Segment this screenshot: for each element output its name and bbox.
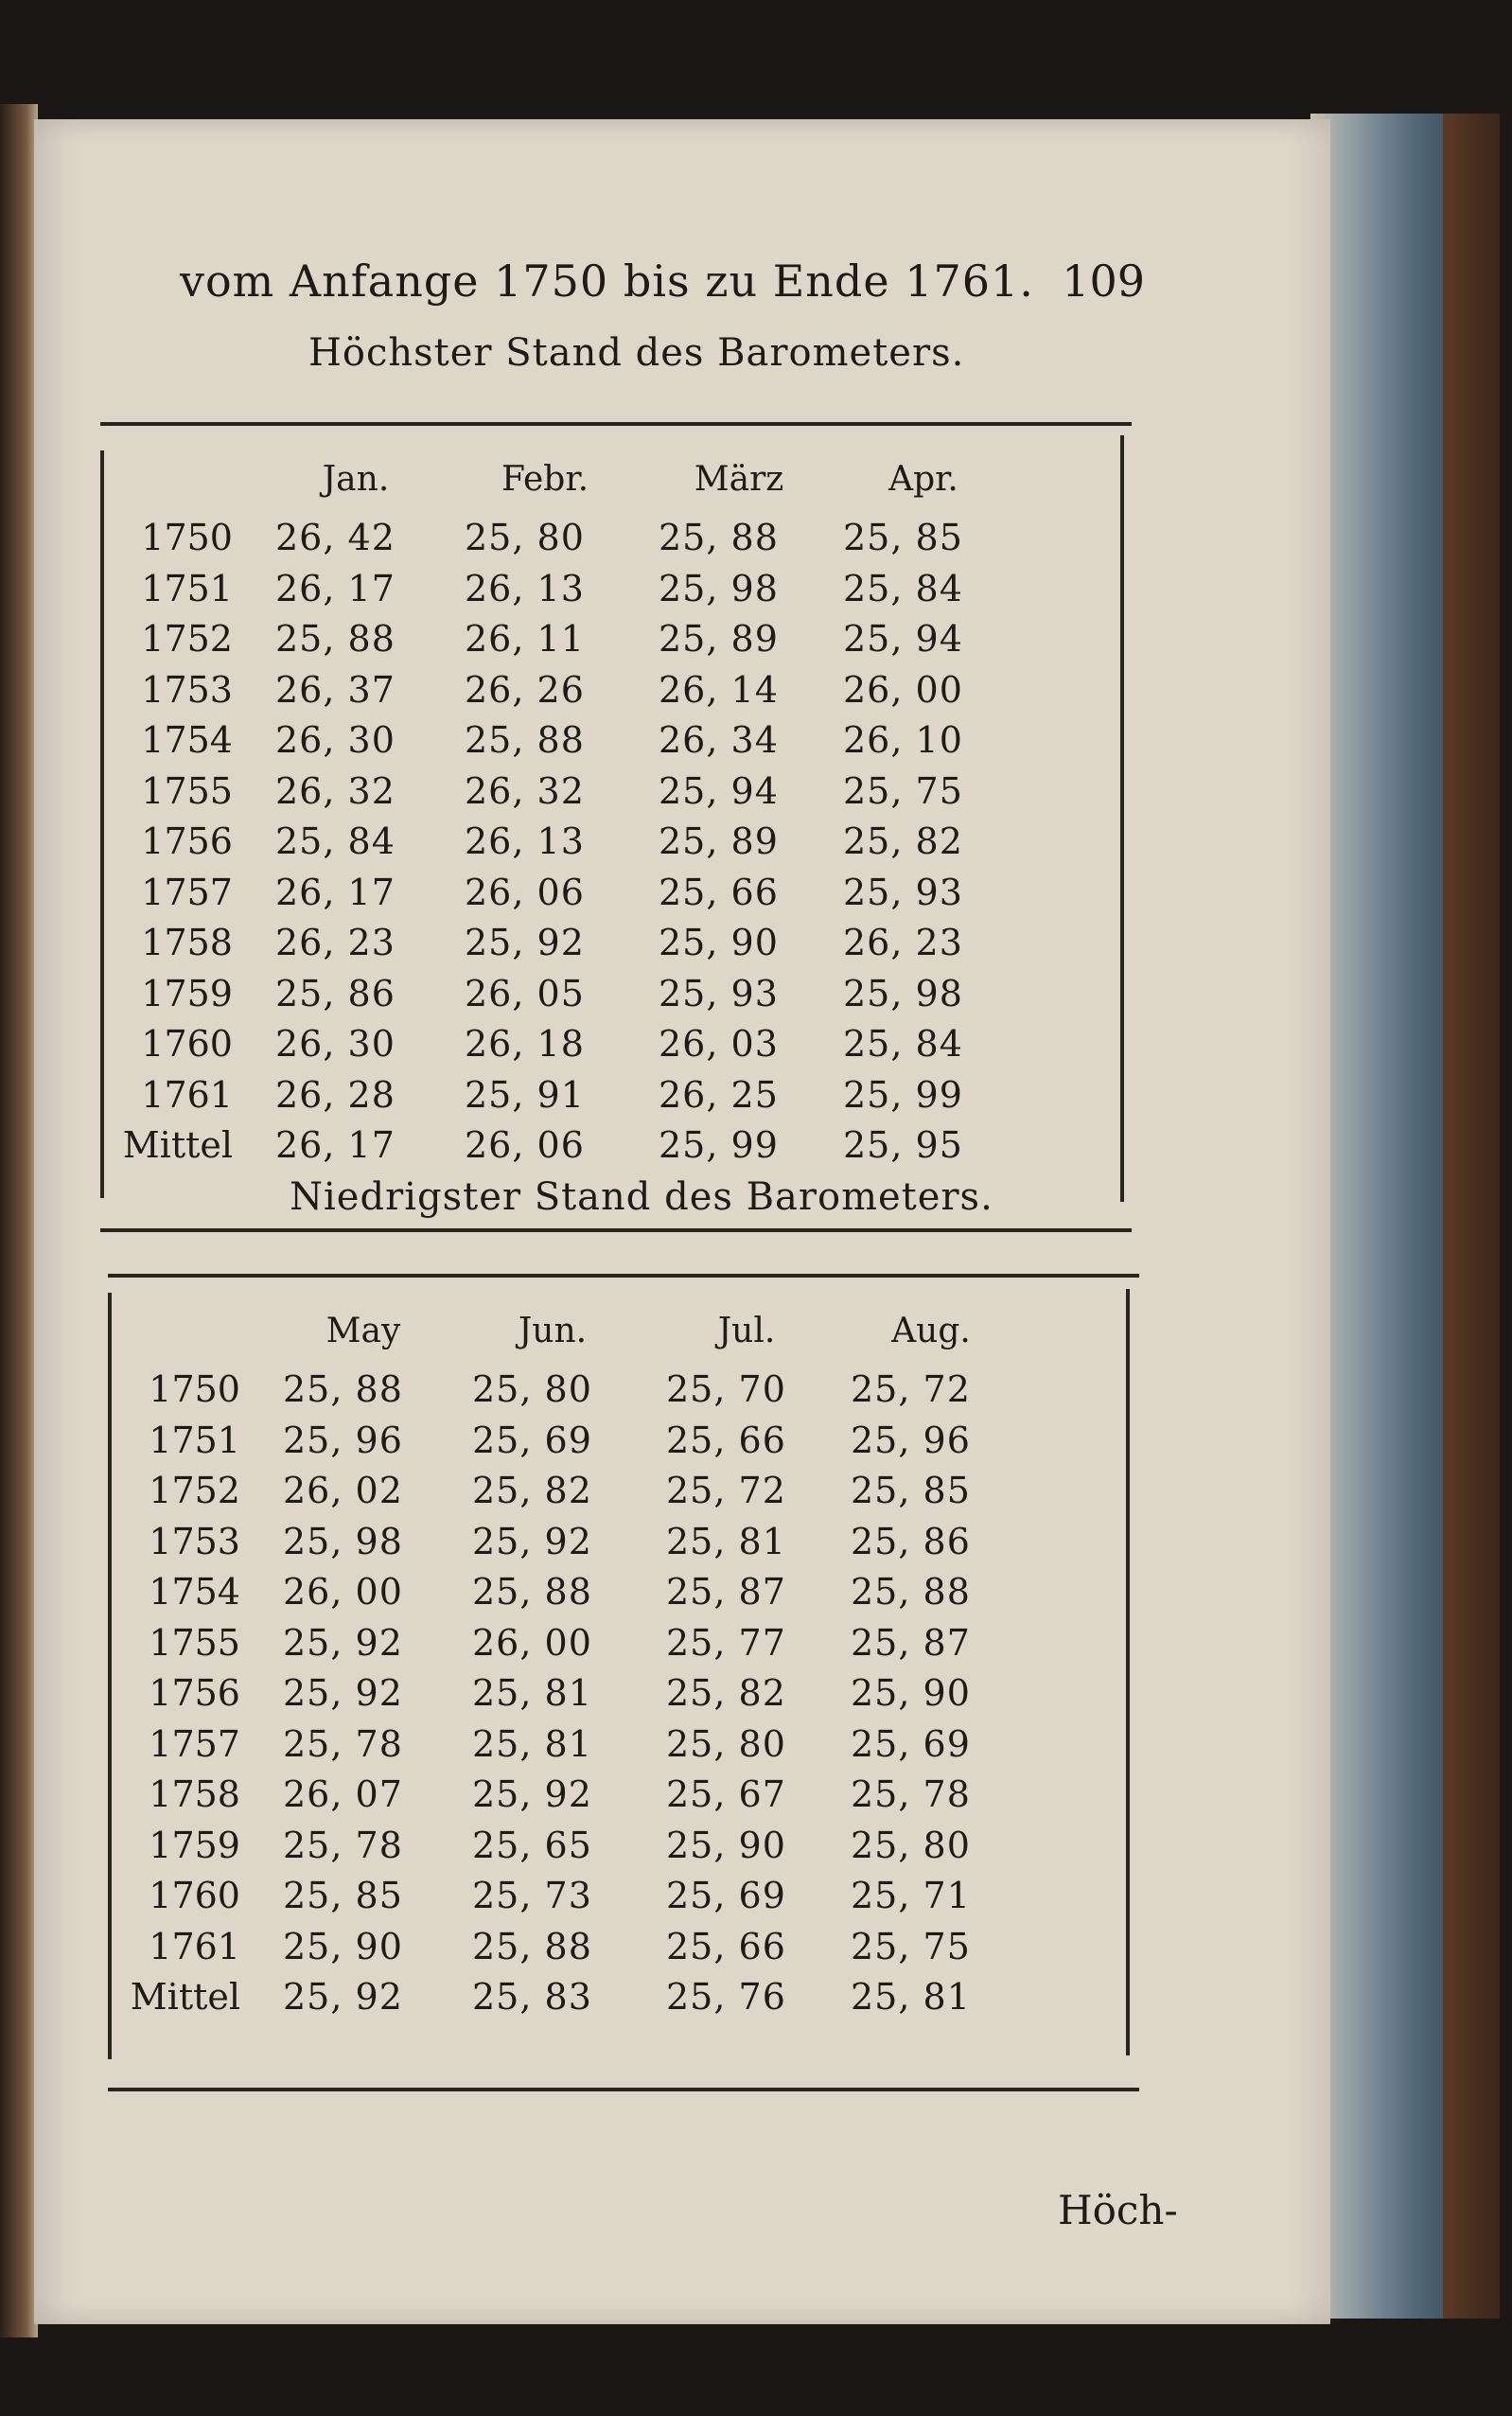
table-cell: 25, 69 [666, 1875, 786, 1916]
table-cell: 25, 85 [851, 1470, 971, 1511]
row-year: 1754 [141, 719, 233, 761]
column-header: März [694, 460, 784, 499]
row-year: 1760 [149, 1875, 240, 1916]
table-cell: 26, 07 [283, 1773, 403, 1815]
table-cell: 25, 88 [465, 719, 585, 761]
table2-bottom-rule [108, 2088, 1139, 2091]
table-cell: 26, 00 [283, 1571, 403, 1613]
table-cell: 26, 13 [465, 820, 585, 862]
row-year: Mittel [130, 1976, 240, 2018]
table-cell: 26, 06 [465, 871, 585, 913]
table-cell: 25, 85 [283, 1875, 403, 1916]
table-cell: 25, 99 [659, 1124, 779, 1166]
column-header: May [325, 1312, 401, 1350]
table-cell: 25, 76 [666, 1976, 786, 2018]
table-cell: 25, 78 [283, 1722, 403, 1765]
table-cell: 25, 98 [843, 972, 963, 1014]
book-page [34, 119, 1330, 2324]
table-cell: 25, 90 [283, 1925, 403, 1967]
table-cell: 25, 72 [851, 1368, 971, 1410]
table1 [100, 422, 1132, 1236]
row-year: 1761 [141, 1073, 233, 1116]
row-year: 1754 [149, 1571, 240, 1613]
column-header: Apr. [888, 460, 958, 499]
table-cell: 25, 92 [283, 1621, 403, 1664]
table-cell: 25, 98 [283, 1520, 403, 1562]
row-year: 1758 [149, 1773, 240, 1815]
row-year: 1757 [141, 871, 233, 913]
table-cell: 26, 34 [659, 719, 779, 761]
table-cell: 25, 81 [472, 1672, 592, 1714]
table-cell: 25, 86 [851, 1520, 971, 1562]
row-year: 1759 [149, 1824, 240, 1866]
table-cell: 26, 32 [275, 769, 396, 812]
row-year: 1760 [141, 1023, 233, 1065]
table2-left-border [108, 1293, 112, 2059]
running-head [180, 235, 1145, 339]
book-page-edges [1310, 114, 1500, 2319]
row-year: 1759 [141, 972, 233, 1014]
table-cell: 25, 83 [472, 1976, 592, 2018]
row-year: 1752 [141, 618, 233, 660]
table-cell: 25, 88 [472, 1571, 592, 1613]
table-cell: 25, 87 [666, 1571, 786, 1613]
table1-bottom-rule [100, 1228, 1132, 1232]
row-year: Mittel [122, 1124, 233, 1166]
table-cell: 26, 42 [275, 517, 396, 558]
table-cell: 25, 94 [659, 769, 779, 812]
row-year: 1750 [149, 1368, 240, 1410]
table1-title: Höchster Stand des Barometers. [308, 331, 965, 375]
table-cell: 25, 95 [843, 1124, 963, 1166]
table2 [108, 1274, 1139, 2088]
row-year: 1751 [149, 1419, 240, 1461]
table-cell: 25, 78 [851, 1773, 971, 1815]
table-cell: 25, 82 [472, 1470, 592, 1511]
table-cell: 25, 69 [851, 1722, 971, 1765]
table-cell: 25, 96 [851, 1419, 971, 1461]
table2-title: Niedrigster Stand des Barometers. [290, 1175, 993, 1219]
table-cell: 25, 86 [275, 972, 396, 1014]
row-year: 1761 [149, 1925, 240, 1967]
table-cell: 25, 88 [283, 1368, 403, 1410]
table-cell: 25, 80 [666, 1722, 786, 1765]
catchword: Höch- [1058, 2187, 1178, 2233]
table-cell: 25, 66 [666, 1419, 786, 1461]
table-cell: 25, 81 [851, 1976, 971, 2018]
table-cell: 25, 88 [659, 517, 779, 558]
row-year: 1757 [149, 1722, 240, 1765]
table-cell: 25, 81 [666, 1520, 786, 1562]
table-cell: 26, 26 [465, 668, 585, 711]
row-year: 1753 [141, 668, 233, 711]
table-cell: 25, 70 [666, 1368, 786, 1410]
column-header: Febr. [501, 460, 589, 499]
table-cell: 25, 90 [659, 922, 779, 963]
table-cell: 26, 32 [465, 769, 585, 812]
table-cell: 26, 00 [843, 668, 963, 711]
table-cell: 25, 92 [465, 922, 585, 963]
table-cell: 25, 82 [843, 820, 963, 862]
table-cell: 25, 92 [472, 1520, 592, 1562]
table-cell: 25, 80 [851, 1824, 971, 1866]
table-cell: 25, 66 [659, 871, 779, 913]
table-cell: 26, 10 [843, 719, 963, 761]
table-cell: 25, 92 [283, 1672, 403, 1714]
table-cell: 25, 77 [666, 1621, 786, 1664]
row-year: 1756 [149, 1672, 240, 1714]
table-cell: 25, 96 [283, 1419, 403, 1461]
table-cell: 26, 05 [465, 972, 585, 1014]
table-cell: 25, 75 [843, 769, 963, 812]
table-cell: 25, 73 [472, 1875, 592, 1916]
table-cell: 25, 99 [843, 1073, 963, 1116]
table-cell: 26, 06 [465, 1124, 585, 1166]
column-header: Jun. [518, 1312, 588, 1350]
table-cell: 25, 84 [843, 1023, 963, 1065]
table-cell: 25, 90 [666, 1824, 786, 1866]
table-cell: 25, 88 [275, 618, 396, 660]
book-left-edge [0, 104, 38, 2337]
table-cell: 25, 89 [659, 820, 779, 862]
table-cell: 25, 82 [666, 1672, 786, 1714]
column-header: Jan. [322, 460, 390, 499]
row-year: 1751 [141, 567, 233, 609]
table-cell: 26, 17 [275, 567, 396, 609]
table-cell: 25, 92 [472, 1773, 592, 1815]
table-cell: 25, 94 [843, 618, 963, 660]
table-cell: 26, 25 [659, 1073, 779, 1116]
table-cell: 26, 18 [465, 1023, 585, 1065]
table-cell: 26, 14 [659, 668, 779, 711]
table-cell: 25, 67 [666, 1773, 786, 1815]
table2-top-rule [108, 1274, 1139, 1278]
table-cell: 25, 91 [465, 1073, 585, 1116]
table-cell: 26, 23 [275, 922, 396, 963]
table-cell: 25, 92 [283, 1976, 403, 2018]
table-cell: 25, 81 [472, 1722, 592, 1765]
table-cell: 25, 84 [843, 567, 963, 609]
table-cell: 25, 72 [666, 1470, 786, 1511]
table-cell: 26, 17 [275, 871, 396, 913]
row-year: 1758 [141, 922, 233, 963]
table1-right-border [1120, 435, 1124, 1202]
table2-right-border [1126, 1289, 1130, 2055]
table-cell: 26, 23 [843, 922, 963, 963]
table-cell: 25, 88 [472, 1925, 592, 1967]
column-header: Aug. [891, 1312, 971, 1350]
table-cell: 25, 85 [843, 517, 963, 558]
table-cell: 25, 75 [851, 1925, 971, 1967]
table-cell: 25, 69 [472, 1419, 592, 1461]
table-cell: 25, 66 [666, 1925, 786, 1967]
table1-top-rule [100, 422, 1132, 426]
row-year: 1752 [149, 1470, 240, 1511]
table-cell: 25, 98 [659, 567, 779, 609]
table-cell: 25, 78 [283, 1824, 403, 1866]
table-cell: 25, 90 [851, 1672, 971, 1714]
row-year: 1750 [141, 517, 233, 558]
table-cell: 26, 11 [465, 618, 585, 660]
table-cell: 25, 80 [472, 1368, 592, 1410]
table-cell: 25, 84 [275, 820, 396, 862]
row-year: 1755 [149, 1621, 240, 1664]
table-cell: 26, 13 [465, 567, 585, 609]
table-cell: 25, 87 [851, 1621, 971, 1664]
book-cover-edge [1443, 114, 1500, 2319]
table-cell: 26, 28 [275, 1073, 396, 1116]
table-cell: 26, 02 [283, 1470, 403, 1511]
table-cell: 25, 88 [851, 1571, 971, 1613]
table-cell: 26, 30 [275, 1023, 396, 1065]
row-year: 1756 [141, 820, 233, 862]
table-cell: 25, 80 [465, 517, 585, 558]
table-cell: 26, 17 [275, 1124, 396, 1166]
table-cell: 25, 65 [472, 1824, 592, 1866]
running-head-title: vom Anfange 1750 bis zu Ende 1761. [180, 256, 1034, 307]
column-header: Jul. [717, 1312, 776, 1350]
table-cell: 25, 89 [659, 618, 779, 660]
table-cell: 25, 71 [851, 1875, 971, 1916]
table-cell: 26, 00 [472, 1621, 592, 1664]
table1-left-border [100, 450, 104, 1198]
table-cell: 26, 37 [275, 668, 396, 711]
row-year: 1755 [141, 769, 233, 812]
table-cell: 26, 03 [659, 1023, 779, 1065]
table-cell: 25, 93 [659, 972, 779, 1014]
table-cell: 26, 30 [275, 719, 396, 761]
page-number: 109 [1062, 256, 1145, 307]
row-year: 1753 [149, 1520, 240, 1562]
table-cell: 25, 93 [843, 871, 963, 913]
